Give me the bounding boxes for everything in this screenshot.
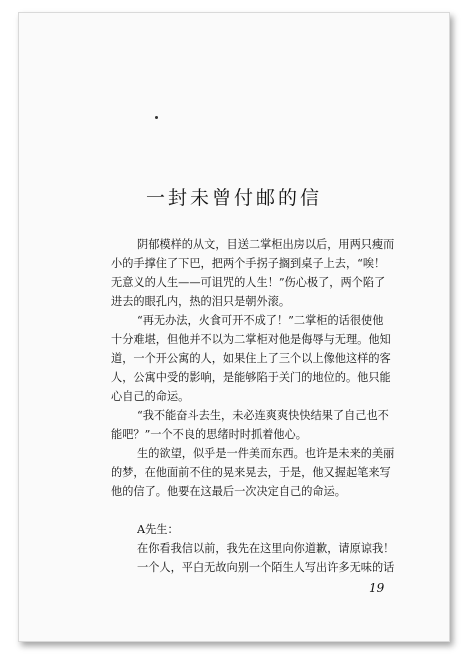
body-line: 的梦，在他面前不住的晃来晃去，于是，他又握起笔来写: [111, 466, 391, 479]
body-line: 在你看我信以前，我先在这里向你道歉，请原谅我！: [137, 542, 395, 555]
book-page: [18, 12, 450, 642]
body-line: 十分难堪，但他并不以为二掌柜对他是侮辱与无理。他知: [111, 333, 391, 346]
body-line: 道，一个开公寓的人，如果住上了三个以上像他这样的客: [111, 352, 391, 365]
body-line: 一个人，平白无故向别一个陌生人写出许多无味的话: [137, 561, 395, 574]
body-line: 小的手撑住了下巴，把两个手拐子搁到桌子上去，“唉！: [111, 257, 386, 270]
body-line: 无意义的人生——可诅咒的人生！”伤心极了，两个陷了: [111, 276, 386, 289]
body-line: “再无办法，火食可开不成了！”二掌柜的话很使他: [137, 314, 384, 327]
page-number: 19: [369, 581, 385, 595]
letter-salutation: A先生：: [137, 523, 179, 536]
body-line: 他的信了。他要在这最后一次决定自己的命运。: [111, 485, 346, 498]
body-line: 能吧？”一个不良的思绪时时抓着他心。: [111, 428, 307, 441]
body-line: 心自己的命运。: [111, 390, 190, 403]
body-line: “我不能奋斗去生，未必连爽爽快快结果了自己也不: [137, 409, 389, 422]
ink-speck: [155, 116, 158, 119]
body-line: 进去的眼孔内，热的泪只是朝外滚。: [111, 295, 291, 308]
body-line: 阴郁模样的从文，目送二掌柜出房以后，用两只瘦而: [137, 238, 395, 251]
body-line: 生的欲望，似乎是一件美而东西。也许是未来的美丽: [137, 447, 395, 460]
chapter-title: 一封未曾付邮的信: [145, 187, 322, 209]
body-line: 人，公寓中受的影响，是能够陷于关门的地位的。他只能: [111, 371, 391, 384]
